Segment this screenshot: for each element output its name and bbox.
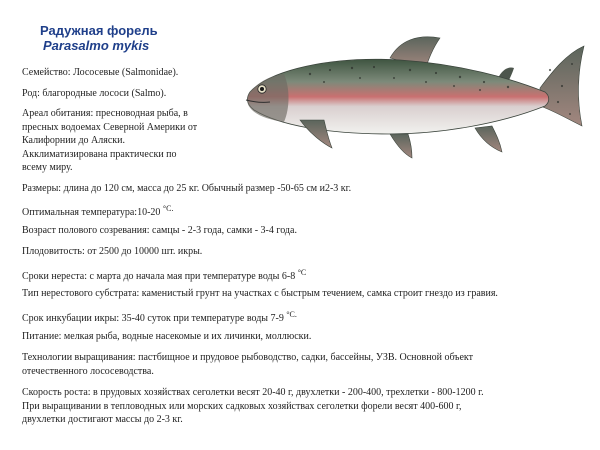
fact-fecundity: Плодовитость: от 2500 до 10000 шт. икры. [22,246,203,257]
fact-cultivation [22,351,473,378]
title-block [40,23,158,53]
fact-diet: Питание: мелкая рыба, водные насекомые и их личинки, моллюски. [22,331,312,342]
fact-incubation-text: Срок инкубации икры: 35-40 суток при температуре воды 7-9 [22,313,284,324]
fact-genus: Род: благородные лососи (Salmo). [22,88,167,99]
fact-maturity: Возраст полового созревания: самцы - 2-3 года, самки - 3-4 года. [22,225,297,236]
fact-growth-line: Скорость роста: в прудовых хозяйствах сеголетки весят 20-40 г, двухлетки - 200-400, трехлетки - 800-1200 г. [22,387,484,398]
fact-temperature-text: Оптимальная температура:10-20 [22,207,161,218]
title-russian: Радужная форель [40,23,158,38]
fact-cultivation-line: Технологии выращивания: пастбищное и прудовое рыбоводство, садки, бассейны, УЗВ. Основной объект [22,352,473,363]
degree-unit: °С [297,268,307,277]
fact-spawning [22,266,306,284]
fact-habitat-line: пресных водоемах Северной Америки от [22,121,198,133]
title-latin: Parasalmo mykis [43,38,150,53]
degree-unit: °С. [286,310,297,319]
fact-size: Размеры: длина до 120 см, масса до 25 кг. Обычный размер -50-65 см и2-3 кг. [22,183,352,194]
fact-incubation [22,308,297,326]
fact-spawning-text: Сроки нереста: с марта до начала мая при температуре воды 6-8 [22,271,296,282]
fact-habitat-line: Ареал обитания: пресноводная рыба, в [22,108,188,119]
fact-habitat-line: Акклиматизирована практически по [22,148,177,160]
degree-unit: °С. [162,204,174,213]
fact-cultivation-line: отечественного лососеводства. [22,365,154,377]
fact-temperature [22,202,173,220]
fact-growth-line: двухлетки достигают массы до 2-3 кг. [22,414,183,426]
fact-growth-line: При выращивании в тепловодных или морских садковых хозяйствах сеголетки форели весят 400-600 г, [22,400,462,412]
fact-substrate: Тип нерестового субстрата: каменистый грунт на участках с быстрым течением, самка строит гнездо из гравия. [22,288,498,299]
fact-habitat-line: всему миру. [22,162,73,174]
fact-family: Семейство: Лососевые (Salmonidae). [22,67,179,78]
fact-habitat-line: Калифорнии до Аляски. [22,135,125,147]
fact-growth [22,386,484,427]
fact-habitat [22,107,197,175]
rainbow-trout-illustration [240,30,590,170]
